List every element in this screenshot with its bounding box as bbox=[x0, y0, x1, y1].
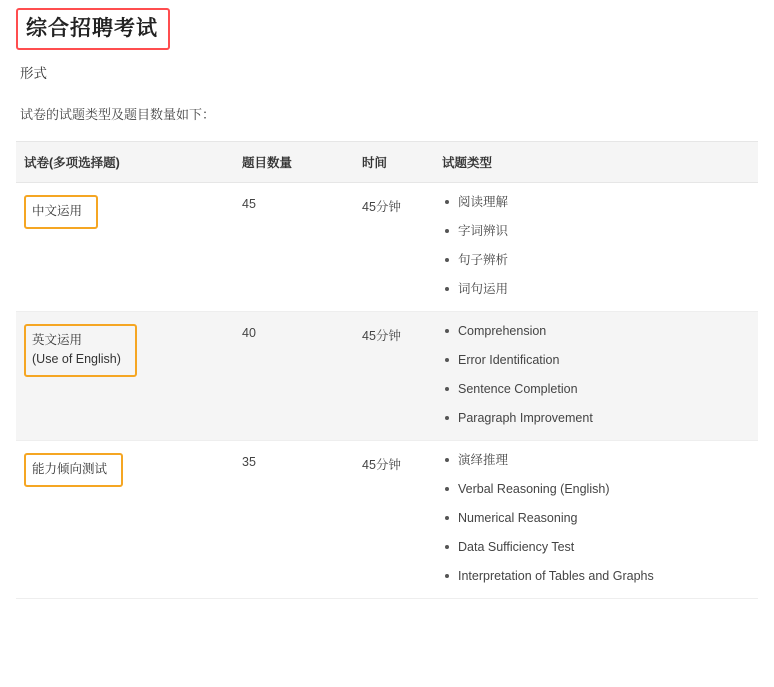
subject-label-secondary: (Use of English) bbox=[32, 351, 121, 366]
question-type-list bbox=[442, 324, 752, 426]
page-title-container bbox=[16, 8, 170, 50]
list-item: 字词辨识 bbox=[442, 224, 752, 239]
question-type-list bbox=[442, 195, 752, 297]
list-item: Comprehension bbox=[442, 324, 752, 339]
list-item: Verbal Reasoning (English) bbox=[442, 482, 752, 497]
duration: 45分钟 bbox=[354, 441, 434, 599]
subject-highlight-box bbox=[24, 195, 98, 229]
subject-cell bbox=[16, 183, 234, 312]
subject-label: 能力倾向测试 bbox=[32, 462, 108, 477]
subject-label: 英文运用 bbox=[32, 333, 83, 348]
question-type-list bbox=[442, 453, 752, 584]
table-header-row bbox=[16, 142, 758, 183]
list-item: Data Sufficiency Test bbox=[442, 540, 752, 555]
question-types-cell bbox=[434, 312, 758, 441]
duration: 45分钟 bbox=[354, 183, 434, 312]
question-count: 40 bbox=[234, 312, 354, 441]
table-header bbox=[16, 142, 758, 183]
list-item: Paragraph Improvement bbox=[442, 411, 752, 426]
page-title: 综合招聘考试 bbox=[16, 8, 170, 50]
subject-highlight-box bbox=[24, 453, 123, 487]
duration: 45分钟 bbox=[354, 312, 434, 441]
subject-cell bbox=[16, 312, 234, 441]
list-item: Sentence Completion bbox=[442, 382, 752, 397]
question-types-cell bbox=[434, 441, 758, 599]
intro-text: 试卷的试题类型及题目数量如下： bbox=[20, 107, 216, 123]
question-types-cell bbox=[434, 183, 758, 312]
list-item: 句子辨析 bbox=[442, 253, 752, 268]
list-item: 阅读理解 bbox=[442, 195, 752, 210]
column-header-time: 时间 bbox=[354, 142, 434, 183]
exam-structure-table bbox=[16, 141, 758, 599]
table-row bbox=[16, 183, 758, 312]
table-row bbox=[16, 312, 758, 441]
question-count: 45 bbox=[234, 183, 354, 312]
column-header-types: 试题类型 bbox=[434, 142, 758, 183]
table-body bbox=[16, 183, 758, 599]
subject-label: 中文运用 bbox=[32, 204, 83, 219]
column-header-subject: 试卷(多项选择题) bbox=[16, 142, 234, 183]
section-subtitle: 形式 bbox=[20, 66, 47, 82]
list-item: Numerical Reasoning bbox=[442, 511, 752, 526]
subject-cell bbox=[16, 441, 234, 599]
question-count: 35 bbox=[234, 441, 354, 599]
list-item: 演绎推理 bbox=[442, 453, 752, 468]
subject-highlight-box bbox=[24, 324, 137, 377]
list-item: Interpretation of Tables and Graphs bbox=[442, 569, 752, 584]
list-item: 词句运用 bbox=[442, 282, 752, 297]
table-row bbox=[16, 441, 758, 599]
column-header-count: 题目数量 bbox=[234, 142, 354, 183]
list-item: Error Identification bbox=[442, 353, 752, 368]
